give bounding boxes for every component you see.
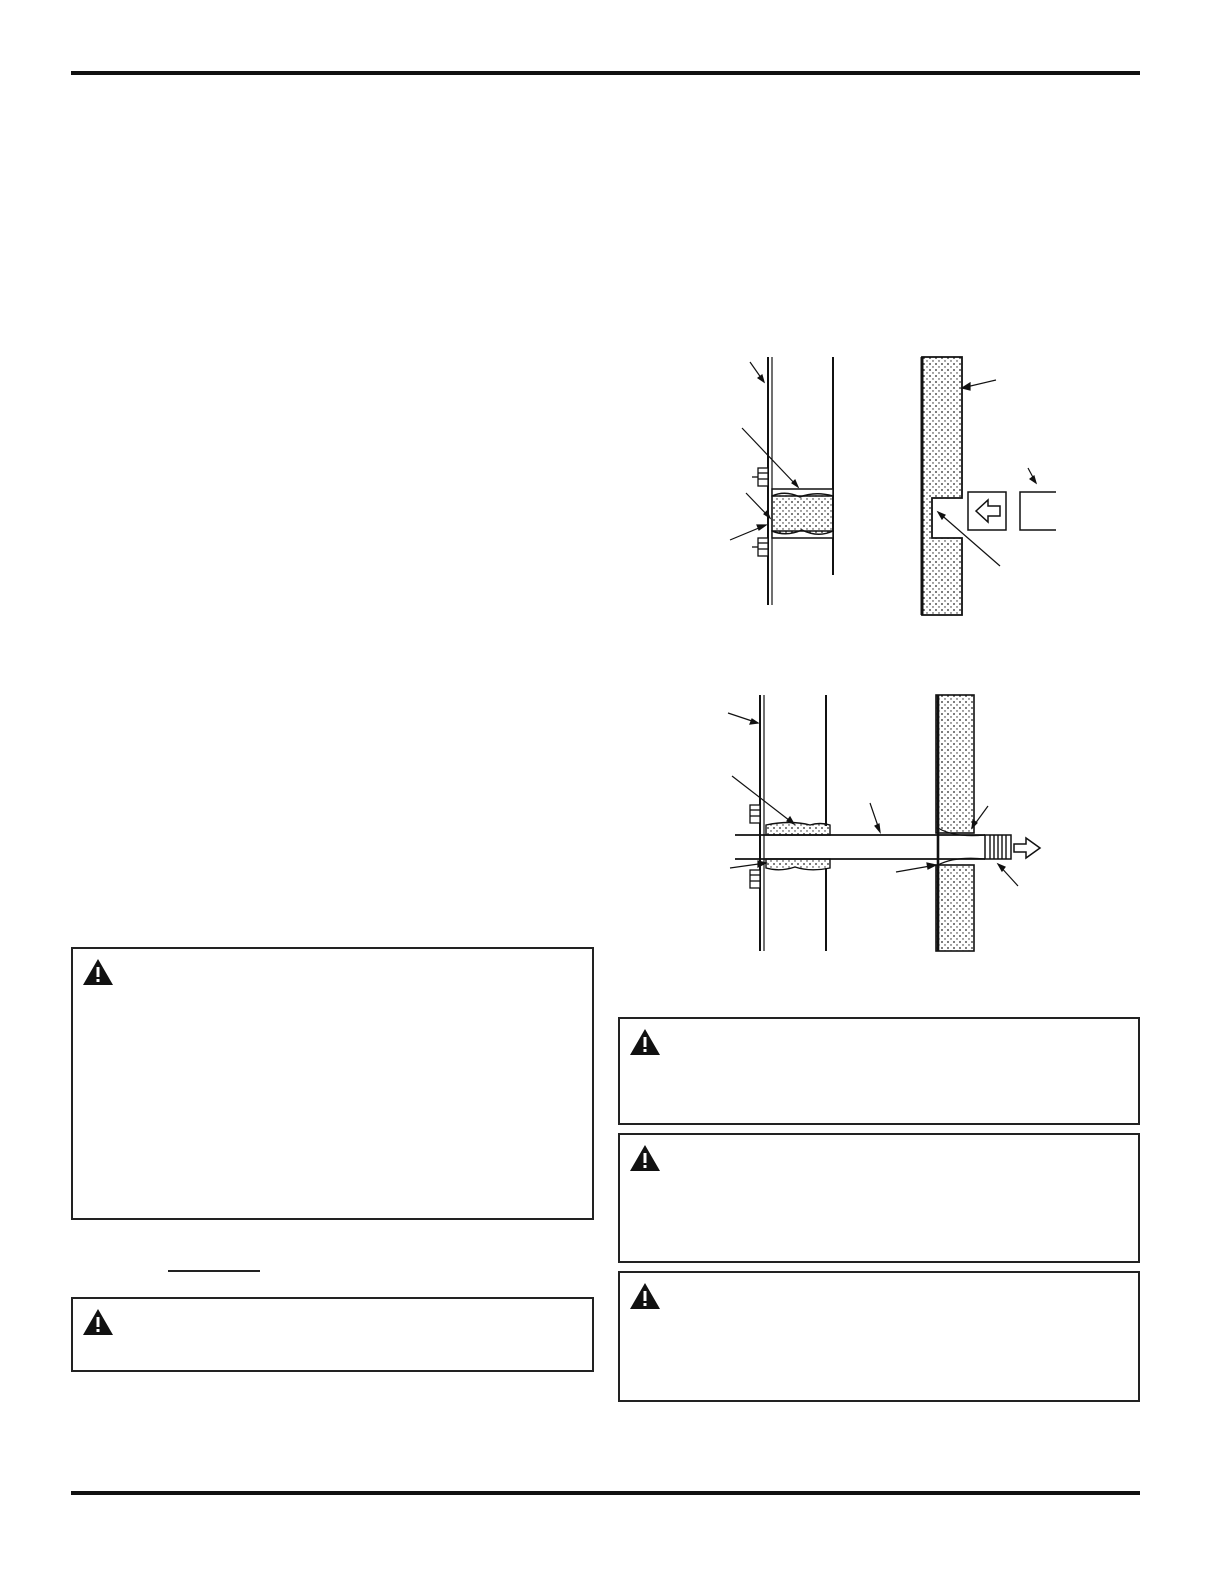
wall-penetration-after-figure (700, 688, 1100, 958)
top-rule (71, 71, 1140, 75)
warning-box-3 (618, 1017, 1140, 1125)
wall-penetration-before-figure (700, 350, 1100, 625)
bottom-rule (71, 1491, 1140, 1495)
warning-box-5 (618, 1271, 1140, 1402)
warning-box-1 (71, 947, 594, 1220)
warning-box-4 (618, 1133, 1140, 1263)
warning-triangle-icon (628, 1027, 662, 1057)
underlined-text-mark (168, 1270, 260, 1272)
warning-box-2 (71, 1297, 594, 1372)
screw-lower (752, 538, 768, 556)
warning-triangle-icon (81, 957, 115, 987)
warning-triangle-icon (628, 1281, 662, 1311)
screw-upper (752, 468, 768, 486)
warning-triangle-icon (628, 1143, 662, 1173)
warning-triangle-icon (81, 1307, 115, 1337)
